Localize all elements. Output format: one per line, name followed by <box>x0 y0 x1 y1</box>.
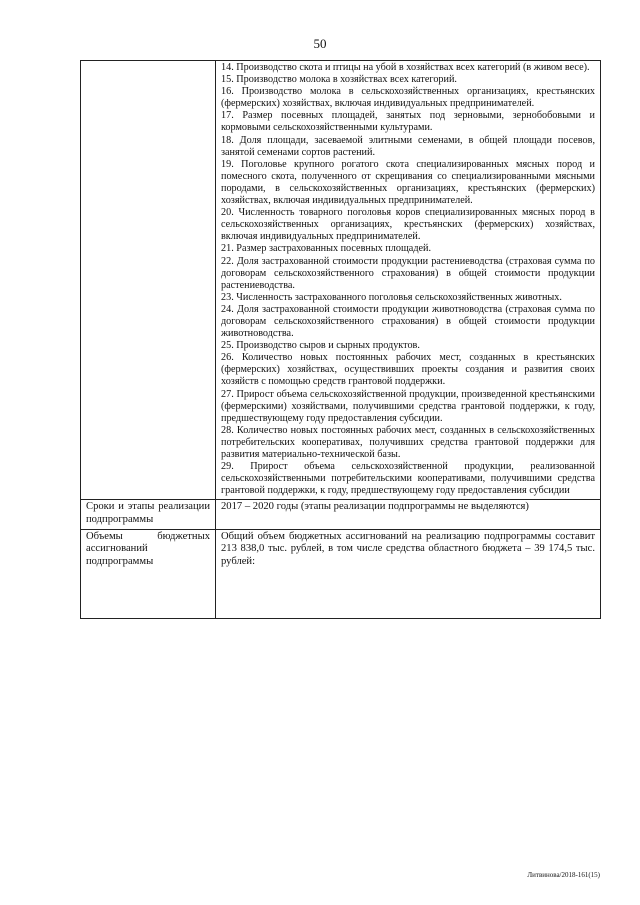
indicator-item: 27. Прирост объема сельскохозяйственной продукции, произведенной крестьянскими (фермерскими) хозяйствами, получившими средства грантовой поддержки, к году, предшествующему году предоставления субсидии. <box>221 388 595 424</box>
indicators-cell <box>216 61 601 500</box>
table-row-terms <box>81 500 601 529</box>
terms-value-cell <box>216 500 601 529</box>
indicator-item: 19. Поголовье крупного рогатого скота специализированных мясных пород и помесного скота, полученного от скрещивания со специализированными мясными породами, в сельскохозяйственных организациях, крестьянских (фермерских) хозяйствах, включая индивидуальных предпринимателей. <box>221 158 595 207</box>
indicator-item: 22. Доля застрахованной стоимости продукции растениеводства (страховая сумма по договорам сельскохозяйственного страхования) в общей стоимости продукции растениеводства. <box>221 255 595 291</box>
indicator-item: 20. Численность товарного поголовья коров специализированных мясных пород в сельскохозяйственных организациях, крестьянских (фермерских) хозяйствах, включая индивидуальных предпринимателей. <box>221 207 595 243</box>
terms-label: Сроки и этапы реализации подпрограммы <box>86 501 210 525</box>
indicator-item: 15. Производство молока в хозяйствах всех категорий. <box>221 74 457 86</box>
document-footer: Литвинова/2018-161(15) <box>527 871 600 879</box>
indicator-item: 23. Численность застрахованного поголовья сельскохозяйственных животных. <box>221 291 562 303</box>
indicator-item: 21. Размер застрахованных посевных площадей. <box>221 243 432 255</box>
indicator-item: 24. Доля застрахованной стоимости продукции животноводства (страховая сумма по договорам сельскохозяйственного страхования) в общей стоимости продукции животноводства. <box>221 303 595 340</box>
budget-value-cell <box>216 529 601 618</box>
passport-table <box>80 60 601 619</box>
terms-value: 2017 – 2020 годы (этапы реализации подпрограммы не выделяются) <box>221 501 529 513</box>
indicator-item: 17. Размер посевных площадей, занятых под зерновыми, зернобобовыми и кормовыми сельскохозяйственными культурами. <box>221 110 595 134</box>
terms-label-cell <box>81 500 216 529</box>
page-number: 50 <box>313 36 327 51</box>
budget-label-cell <box>81 529 216 618</box>
indicators-label-cell <box>81 61 216 500</box>
table-row-indicators <box>81 61 601 500</box>
indicator-item: 14. Производство скота и птицы на убой в хозяйствах всех категорий (в живом весе). <box>221 62 590 73</box>
table-row-budget <box>81 529 601 618</box>
indicator-item: 16. Производство молока в сельскохозяйственных организациях, крестьянских (фермерских) хозяйствах, включая индивидуальных предпринимателей. <box>221 86 595 110</box>
indicator-item: 25. Производство сыров и сырных продуктов. <box>221 340 420 352</box>
indicator-item: 29. Прирост объема сельскохозяйственной продукции, реализованной сельскохозяйственными потребительскими кооперативами, получившими средства грантовой поддержки, к году, предшествующему году предоставления субсидии <box>221 461 595 497</box>
budget-label: Объемы бюджетных ассигнований подпрограммы <box>86 530 210 567</box>
budget-value: Общий объем бюджетных ассигнований на реализацию подпрограммы составит 213 838,0 тыс. рублей, в том числе средства областного бюджета – 39 174,5 тыс. рублей: <box>221 530 595 567</box>
indicator-item: 28. Количество новых постоянных рабочих мест, созданных в сельскохозяйственных потребительских кооперативах, получивших средства грантовой поддержки для развития материально-технической базы. <box>221 424 595 460</box>
indicator-item: 18. Доля площади, засеваемой элитными семенами, в общей площади посевов, занятой семенами сортов растений. <box>221 134 595 158</box>
indicator-item: 26. Количество новых постоянных рабочих мест, созданных в крестьянских (фермерских) хозяйствах, осуществивших проекты создания и развития своих хозяйств с помощью средств грантовой поддержки. <box>221 352 595 388</box>
